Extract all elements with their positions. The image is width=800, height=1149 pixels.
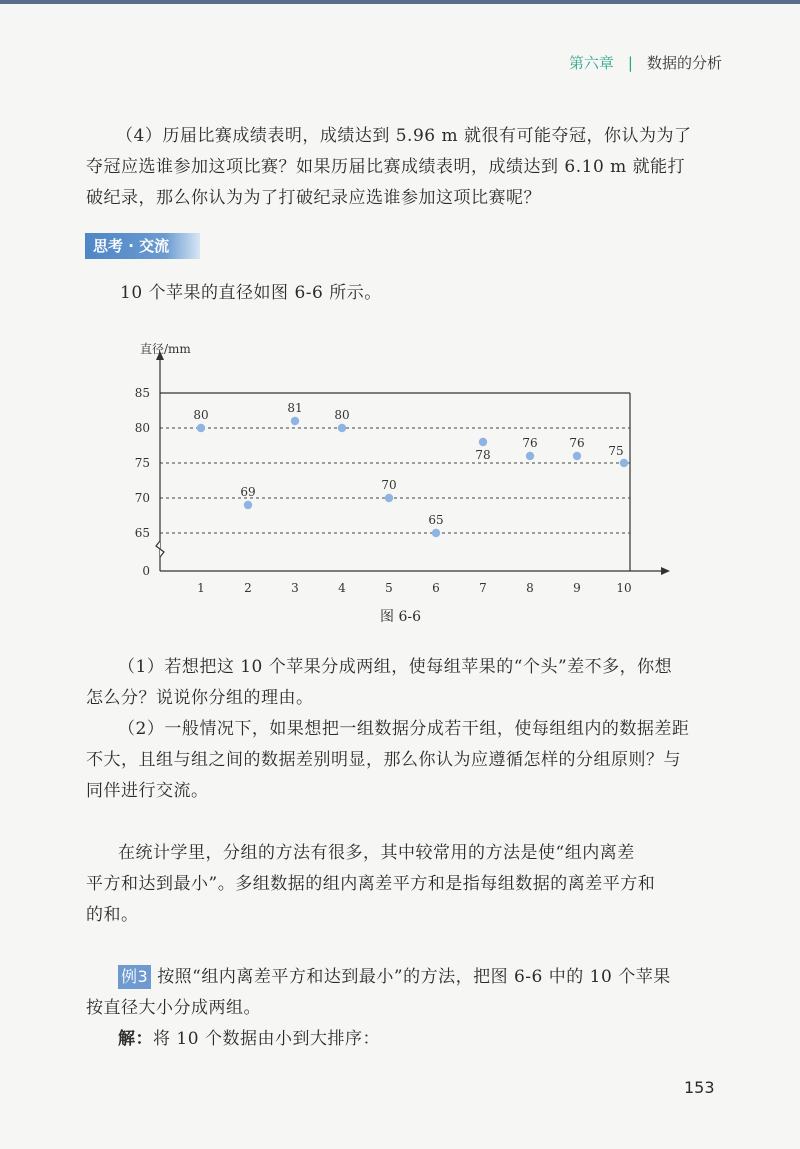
question-2-line-3: 同伴进行交流。	[86, 781, 209, 801]
data-point-3	[291, 417, 299, 425]
top-rule	[0, 0, 800, 4]
data-point-2	[244, 501, 252, 509]
solution-text: 将 10 个数据由小到大排序：	[153, 1029, 380, 1049]
example-3-tag: 例3	[118, 965, 151, 989]
page-number: 153	[684, 1078, 715, 1097]
x-tick-label-1: 1	[197, 581, 205, 595]
x-tick-label-3: 3	[291, 581, 299, 595]
y-axis-label: 直径/mm	[140, 342, 191, 356]
question-4-line-2: 夺冠应选谁参加这项比赛？如果历届比赛成绩表明，成绩达到 6.10 m 就能打	[86, 157, 686, 177]
x-tick-label-4: 4	[338, 581, 346, 595]
x-axis-arrow	[661, 567, 670, 575]
y-tick-label-70: 70	[134, 491, 150, 505]
x-tick-label-10: 10	[616, 581, 632, 595]
statistics-line-3: 的和。	[86, 905, 139, 925]
data-point-9	[573, 452, 581, 460]
axis-break-mark	[156, 541, 164, 557]
data-point-8	[526, 452, 534, 460]
chapter-label: 第六章	[568, 54, 614, 72]
chapter-title: 数据的分析	[646, 54, 722, 72]
y-tick-label-0: 0	[142, 564, 150, 578]
question-1-line-1: （1）若想把这 10 个苹果分成两组，使每组苹果的“个头”差不多，你想	[118, 657, 673, 677]
x-tick-label-8: 8	[526, 581, 534, 595]
x-tick-label-9: 9	[573, 581, 581, 595]
data-label-9: 76	[569, 436, 585, 450]
data-label-4: 80	[334, 408, 350, 422]
question-4-line-3: 破纪录，那么你认为为了打破纪录应选谁参加这项比赛呢？	[86, 188, 541, 208]
intro-text: 10 个苹果的直径如图 6-6 所示。	[120, 283, 382, 303]
statistics-line-2: 平方和达到最小”。多组数据的组内离差平方和是指每组数据的离差平方和	[86, 874, 656, 894]
data-label-3: 81	[287, 401, 303, 415]
data-label-2: 69	[240, 485, 256, 499]
x-tick-label-2: 2	[244, 581, 252, 595]
x-tick-label-7: 7	[479, 581, 487, 595]
statistics-line-1: 在统计学里，分组的方法有很多，其中较常用的方法是使“组内离差	[118, 843, 635, 863]
y-tick-label-80: 80	[134, 421, 150, 435]
figure-caption: 图 6-6	[380, 609, 421, 625]
think-discuss-tag: 思考 · 交流	[85, 233, 200, 259]
data-label-1: 80	[193, 408, 209, 422]
data-label-7: 78	[475, 448, 491, 462]
example-3-line-2: 按直径大小分成两组。	[86, 998, 261, 1018]
data-label-5: 70	[381, 478, 397, 492]
data-point-6	[432, 529, 440, 537]
data-point-1	[197, 424, 205, 432]
x-tick-label-5: 5	[385, 581, 393, 595]
data-point-5	[385, 494, 393, 502]
data-label-8: 76	[522, 436, 538, 450]
header-separator: |	[627, 53, 633, 72]
data-label-10: 75	[608, 444, 624, 458]
question-1-line-2: 怎么分？说说你分组的理由。	[86, 688, 314, 708]
scatter-plot	[120, 335, 680, 635]
solution-label: 解：	[118, 1029, 153, 1049]
data-point-4	[338, 424, 346, 432]
example-3-line-1	[118, 962, 671, 993]
running-header	[569, 52, 722, 73]
y-tick-label-65: 65	[134, 526, 150, 540]
example-3-text: 按照“组内离差平方和达到最小”的方法，把图 6-6 中的 10 个苹果	[157, 967, 671, 987]
apple-diameter-chart	[120, 335, 680, 635]
data-point-10	[620, 459, 628, 467]
y-tick-label-75: 75	[134, 456, 150, 470]
solution-line	[118, 1024, 380, 1055]
data-point-7	[479, 438, 487, 446]
x-tick-label-6: 6	[432, 581, 440, 595]
question-4-line-1: （4）历届比赛成绩表明，成绩达到 5.96 m 就很有可能夺冠，你认为为了	[116, 126, 692, 146]
question-2-line-2: 不大，且组与组之间的数据差别明显，那么你认为应遵循怎样的分组原则？与	[86, 750, 681, 770]
data-label-6: 65	[428, 513, 444, 527]
y-tick-label-85: 85	[134, 386, 150, 400]
question-2-line-1: （2）一般情况下，如果想把一组数据分成若干组，使每组组内的数据差距	[118, 719, 690, 739]
